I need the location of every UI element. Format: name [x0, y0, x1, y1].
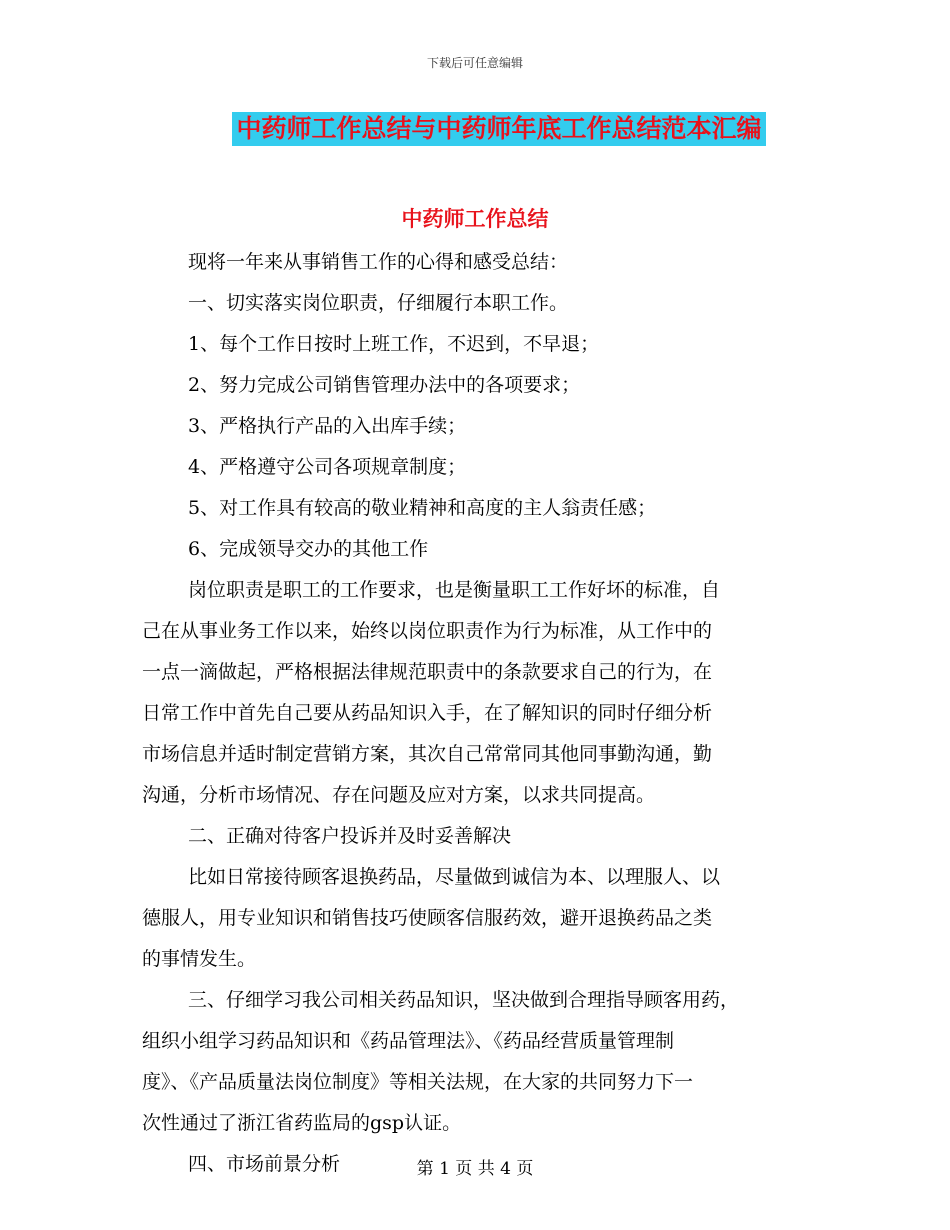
paragraph: [142, 447, 808, 488]
text-line: 次性通过了浙江省药监局的gsp认证。: [142, 1112, 462, 1134]
text-line: 己在从事业务工作以来，始终以岗位职责作为行为标准，从工作中的: [142, 620, 713, 642]
text-line: 5、对工作具有较高的敬业精神和高度的主人翁责任感；: [188, 497, 657, 519]
text-line: 6、完成领导交办的其他工作: [188, 538, 429, 560]
text-line: 市场信息并适时制定营销方案，其次自己常常同其他同事勤沟通，勤: [142, 743, 713, 765]
text-line: 4、严格遵守公司各项规章制度；: [188, 456, 467, 478]
text-line: 二、正确对待客户投诉并及时妥善解决: [188, 825, 512, 847]
paragraph: [142, 365, 808, 406]
text-line: 的事情发生。: [142, 948, 257, 970]
text-line: 三、仔细学习我公司相关药品知识，坚决做到合理指导顾客用药，: [188, 989, 740, 1011]
section-title: 中药师工作总结: [401, 207, 549, 231]
text-line: 2、努力完成公司销售管理办法中的各项要求；: [188, 374, 581, 396]
text-line: 岗位职责是职工的工作要求，也是衡量职工工作好坏的标准，自: [188, 579, 721, 601]
text-line: 德服人，用专业知识和销售技巧使顾客信服药效，避开退换药品之类: [142, 907, 713, 929]
text-line: 度》、《产品质量法岗位制度》等相关法规，在大家的共同努力下一: [142, 1071, 694, 1093]
paragraph: [142, 816, 808, 857]
text-line: 比如日常接待顾客退换药品，尽量做到诚信为本、以理服人、以: [188, 866, 721, 888]
header-note: 下载后可任意编辑: [426, 56, 523, 70]
text-line: 日常工作中首先自己要从药品知识入手，在了解知识的同时仔细分析: [142, 702, 713, 724]
text-line: 四、市场前景分析: [188, 1153, 341, 1175]
text-line: 一、切实落实岗位职责，仔细履行本职工作。: [188, 292, 569, 314]
document-title-wrapper: [0, 112, 950, 146]
paragraph: [142, 242, 808, 283]
paragraph: [142, 570, 808, 816]
text-line: 1、每个工作日按时上班工作，不迟到，不早退；: [188, 333, 600, 355]
text-line: 组织小组学习药品知识和《药品管理法》、《药品经营质量管理制: [142, 1030, 675, 1052]
paragraph: [142, 324, 808, 365]
text-line: 3、严格执行产品的入出库手续；: [188, 415, 467, 437]
text-line: 沟通，分析市场情况、存在问题及应对方案，以求共同提高。: [142, 784, 656, 806]
document-title: 中药师工作总结与中药师年底工作总结范本汇编: [232, 112, 765, 146]
paragraph: [142, 857, 808, 980]
paragraph: [142, 529, 808, 570]
text-line: 现将一年来从事销售工作的心得和感受总结：: [188, 251, 569, 273]
paragraph: [142, 488, 808, 529]
document-body: [142, 242, 808, 1185]
page-number: 第 1 页 共 4 页: [416, 1159, 534, 1179]
paragraph: [142, 283, 808, 324]
text-line: 一点一滴做起，严格根据法律规范职责中的条款要求自己的行为，在: [142, 661, 713, 683]
paragraph: [142, 406, 808, 447]
paragraph: [142, 980, 808, 1144]
